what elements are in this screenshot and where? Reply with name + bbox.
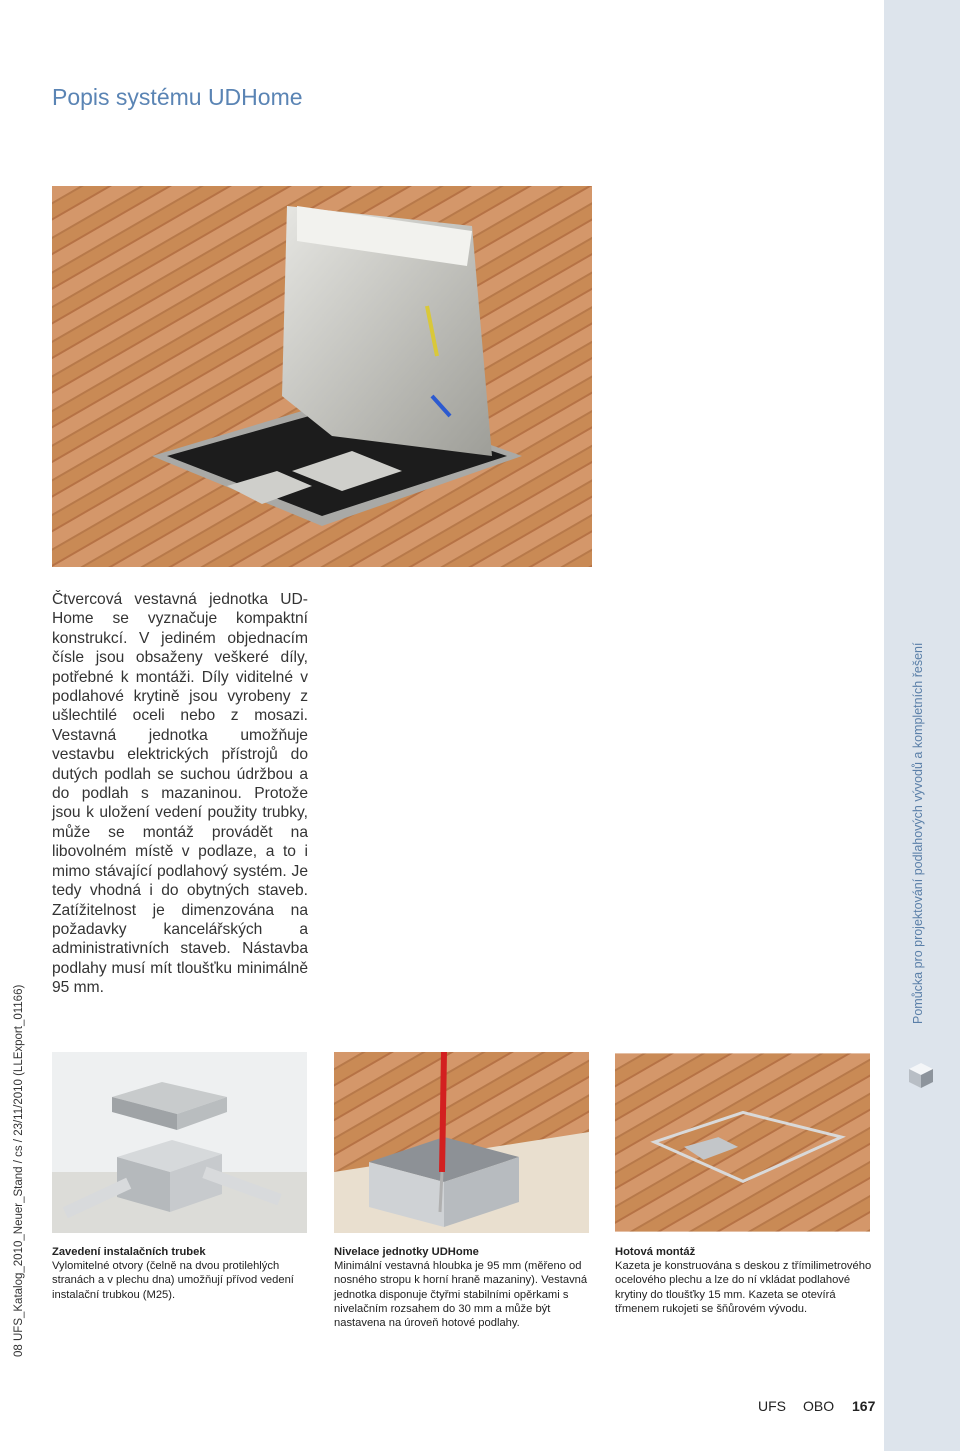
page-number: 167: [852, 1398, 876, 1414]
caption-title: Nivelace jednotky UDHome: [334, 1246, 479, 1258]
step-image-leveling: [334, 1052, 589, 1233]
main-product-image: [52, 186, 592, 567]
step-image-finished: [615, 1052, 870, 1233]
caption-title: Zavedení instalačních trubek: [52, 1246, 206, 1258]
intro-paragraph: Čtvercová vestavná jednotka UD-Home se vyznačuje kompaktní konstrukcí. V jediném objednacím čísle jsou obsaženy veškeré díly, potřebné k montáži. Díly viditelné v podlahové krytině jsou vyrobeny z ušlechtilé oceli nebo z mosazi. Vestavná jednotka umožňuje vestavbu elektrických přístrojů do dutých podlah se suchou údržbou a do podlah s mazaninou. Protože jsou k uložení vedení použity trubky, může se montáž provádět na libovolném místě v podlaze, a to i mimo stávající podlahový systém. Je tedy vhodná i do obytných staveb. Zatížitelnost je dimenzována na požadavky kancelářských a administrativních staveb. Nástavba podlahy musí mít tloušťku minimálně 95 mm.: [52, 591, 308, 997]
caption-text: Kazeta je konstruována s deskou z třímilimetrového ocelového plechu a lze do ní vkládat podlahové krytiny do tloušťky 15 mm. Kazeta se otevírá třmenem rukojeti se šňůrovém vývodu.: [615, 1260, 872, 1315]
file-label: 08 UFS_Katalog_2010_Neuer_Stand / cs / 23/11/2010 (LLExport_01166): [13, 984, 25, 1357]
caption-conduits: [52, 1245, 310, 1302]
caption-title: Hotová montáž: [615, 1246, 696, 1258]
cube-icon: [906, 1060, 936, 1090]
caption-leveling: [334, 1245, 592, 1330]
sidebar-label: Pomůcka pro projektování podlahových vývodů a kompletních řešení: [911, 642, 925, 1024]
caption-text: Minimální vestavná hloubka je 95 mm (měřeno od nosného stropu k horní hraně mazaniny). Vestavná jednotka disponuje čtyřmi stabilními opěrkami s nivelačním rozsahem do 30 mm a může být nastavena na úroveň hotové podlahy.: [334, 1260, 588, 1330]
footer-brand-ufs: UFS: [758, 1398, 786, 1414]
caption-finished: [615, 1245, 873, 1316]
page-title: Popis systému UDHome: [52, 84, 303, 110]
step-image-conduits: [52, 1052, 307, 1233]
caption-text: Vylomitelné otvory (čelně na dvou protilehlých stranách a v plechu dna) umožňují přívod vedení instalační trubkou (M25).: [52, 1260, 294, 1301]
footer-brand-obo: OBO: [803, 1398, 835, 1414]
